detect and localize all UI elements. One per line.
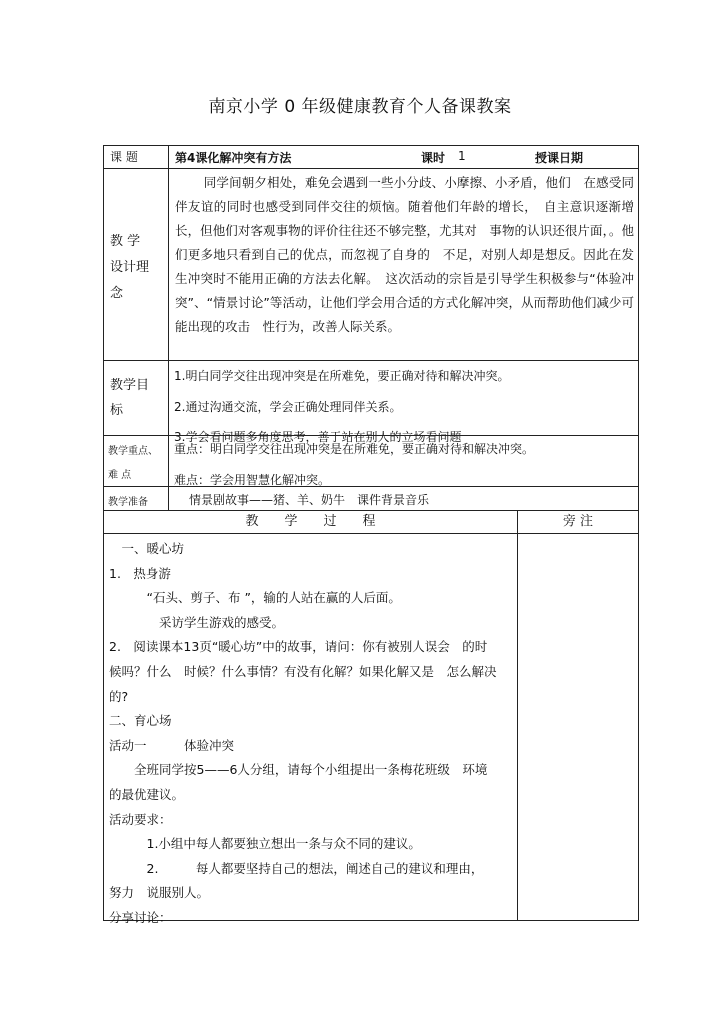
objective-item: 1.明白同学交往出现冲突是在所难免，要正确对待和解决冲突。 (174, 369, 510, 383)
objective-item: 2.通过沟通交流，学会正确处理同伴关系。 (174, 400, 402, 414)
process-line: 的最优建议。 (109, 787, 185, 802)
lesson-title: 第4课化解冲突有方法 (175, 151, 292, 165)
label-key-points: 教学重点、 难 点 (103, 435, 169, 487)
preparation-cell (168, 486, 639, 511)
process-line: 采访学生游戏的感受。 (109, 614, 285, 630)
process-line: 分享讨论： (109, 910, 172, 925)
process-content (103, 533, 518, 925)
process-line: 的? (109, 688, 129, 704)
process-line: 活动要求： (109, 811, 172, 827)
notes-cell (517, 533, 639, 921)
process-line: 努力 说服别人。 (109, 885, 210, 901)
notes-header: 旁 注 (517, 510, 639, 534)
process-line: 1. 热身游 (109, 565, 171, 581)
period-label: 课时 (421, 151, 446, 165)
process-line: 活动一 体验冲突 (109, 737, 235, 753)
process-line: 全班同学按5——6人分组，请每个小组提出一条梅花班级 环境 (109, 762, 488, 778)
objectives-cell (168, 360, 639, 444)
process-line: 二、育心场 (109, 713, 172, 729)
process-line: “石头、剪子、布 ”，输的人站在赢的人后面。 (109, 590, 401, 606)
objective-item: 3.学会看问题多角度思考，善于站在别人的立场看问题 (174, 430, 462, 444)
process-line: 1.小组中每人都要独立想出一条与众不同的建议。 (109, 836, 421, 852)
design-cell (168, 168, 639, 361)
process-line: 2. 阅读课本13页“暖心坊”中的故事，请问：你有被别人误会 的时 (109, 639, 488, 655)
preparation-text: 情景剧故事——猪、羊、奶牛 课件背景音乐 (189, 493, 430, 507)
label-design: 教 学 设计理 念 (103, 168, 169, 361)
process-line: 2. 每人都要坚持自己的想法，阐述自己的建议和理由， (109, 860, 484, 876)
period-value: 1 (458, 149, 466, 163)
label-preparation: 教学准备 (103, 486, 169, 511)
lesson-header-cell (168, 145, 639, 169)
label-objectives: 教学目 标 (103, 360, 169, 436)
key-points-cell (168, 435, 639, 487)
page-title: 南京小学 0 年级健康教育个人备课教案 (208, 97, 512, 117)
difficulty-point: 难点：学会用智慧化解冲突。 (174, 473, 331, 487)
date-label: 授课日期 (535, 151, 584, 165)
key-point: 重点：明白同学交往出现冲突是在所难免，要正确对待和解决冲突。 (174, 442, 535, 456)
label-lesson-topic: 课 题 (103, 145, 169, 169)
process-header: 教 学 过 程 (103, 510, 518, 534)
process-line: 候吗？什么 时候？什么事情？有没有化解？如果化解又是 怎么解决 (109, 664, 497, 679)
design-text: 同学间朝夕相处，难免会遇到一些小分歧、小摩擦、小矛盾，他们 在感受同伴友谊的同时也感受到同伴交往的烦恼。随着他们年龄的增长， 自主意识逐渐增长，但他们对客观事物的评价往往还不够完整，尤其对 事物的认识还很片面，。他们更多地只看到自己的优点，而忽视了自身的 不足，对别人却是想反。因此在发生冲突时不能用正确的方法去化解。 这次活动的宗旨是引导学生积极参与“体验冲突”、“情景讨论”等活动，让他们学会用合适的方式化解冲突，从而帮助他们减少可能出现的攻击 性行为，改善人际关系。 (175, 175, 634, 334)
process-line: 一、暖心坊 (109, 541, 185, 556)
